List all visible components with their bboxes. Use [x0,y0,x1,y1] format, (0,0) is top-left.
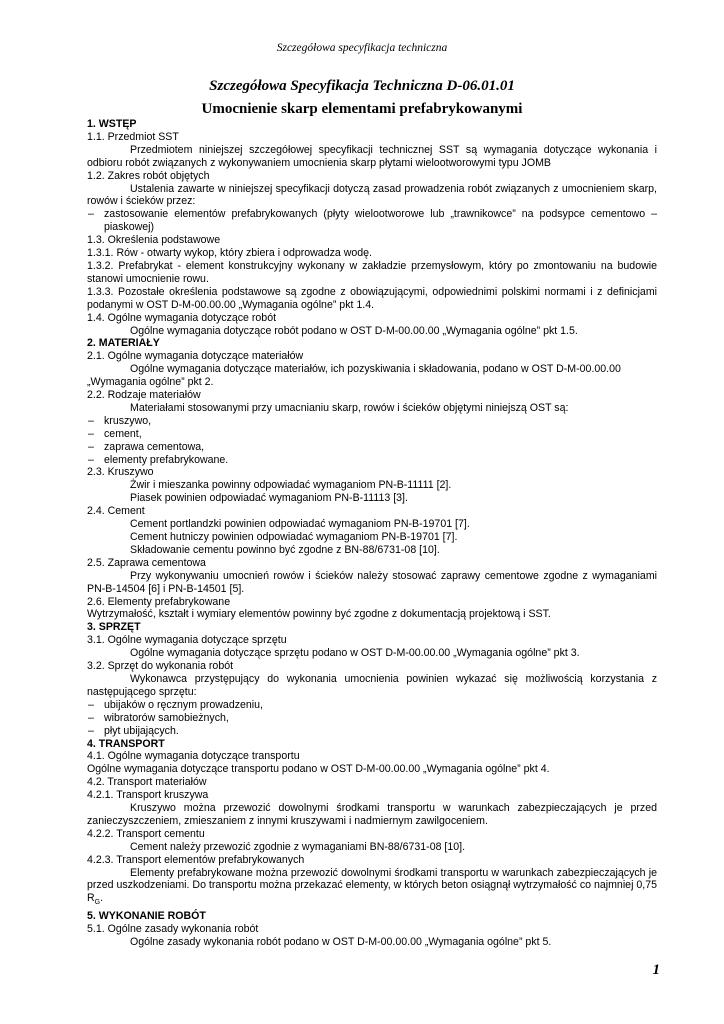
section-heading: 1. WSTĘP [87,118,137,130]
paragraph: Wykonawca przystępujący do wykonania umocnienia powinien wykazać się możliwością korzystania z następującego sprzętu: [87,672,657,698]
paragraph: Składowanie cementu powinno być zgodne z BN-88/6731-08 [10]. [130,543,440,556]
paragraph: Żwir i mieszanka powinny odpowiadać wymaganiom PN-B-11111 [2]. [130,479,452,492]
paragraph: Przy wykonywaniu umocnień rowów i ścieków należy stosować zaprawy cementowe zgodne z wymaganiami PN-B-14504 [6] i PN-B-14501 [5]. [87,569,657,595]
paragraph: Cement portlandzki powinien odpowiadać wymaganiom PN-B-19701 [7]. [130,518,470,531]
paragraph: Wytrzymałość, kształt i wymiary elementów powinny być zgodne z dokumentacją projektową i SST. [87,608,551,621]
list-item: – płyt ubijających. [87,725,657,738]
section-heading: 5. WYKONANIE ROBÓT [87,910,206,923]
subsection-heading: 2.2. Rodzaje materiałów [87,389,201,402]
running-header: Szczegółowa specyfikacja techniczna [276,42,448,54]
section-heading: 4. TRANSPORT [87,737,165,750]
subscript: G [94,899,101,907]
document-title: Szczegółowa Specyfikacja Techniczna D-06.01.01 [209,78,515,94]
paragraph [87,867,657,911]
subsection-heading: 2.4. Cement [87,505,145,518]
document-subtitle: Umocnienie skarp elementami prefabrykowanymi [201,101,523,117]
subsection-heading: 1.1. Przedmiot SST [87,130,179,143]
list-item: – zaprawa cementowa, [87,441,657,454]
list-item: – cement, [87,428,657,441]
paragraph: Piasek powinien odpowiadać wymaganiom PN-B-11113 [3]. [130,492,408,505]
paragraph: 1.3.3. Pozostałe określenia podstawowe są zgodne z obowiązującymi, odpowiednimi polskimi normami i z definicjami podanymi w OST D-M-00.00.00 „Wymagania ogólne” pkt 1.4. [87,285,657,311]
subsection-heading: 1.2. Zakres robót objętych [87,169,210,182]
paragraph: Przedmiotem niniejszej szczegółowej specyfikacji technicznej SST są wymagania dotyczące wykonania i odbioru robót związanych z wykonywaniem umocnienia skarp płytami wielootworowymi typu JOMB [87,143,657,169]
section-heading: 2. MATERIAŁY [87,337,160,350]
period: . [100,892,104,905]
list-item: – wibratorów samobieżnych, [87,712,657,725]
list-item: – kruszywo, [87,415,657,428]
list-item: – ubijaków o ręcznym prowadzeniu, [87,699,657,712]
subsection-heading: 4.2.2. Transport cementu [87,827,205,840]
paragraph: Materiałami stosowanymi przy umacnianiu skarp, rowów i ścieków objętymi niniejszą OST są: [130,401,569,414]
paragraph: 1.3.1. Rów - otwarty wykop, który zbiera i odprowadza wodę. [87,247,372,260]
subsection-heading: 4.2. Transport materiałów [87,776,207,789]
paragraph: Ustalenia zawarte w niniejszej specyfikacji dotyczą zasad prowadzenia robót związanych z umocnieniem skarp, rowów i ścieków przez: [87,182,657,208]
subsection-heading: 1.3. Określenia podstawowe [87,234,221,247]
paragraph-text: Elementy prefabrykowane można przewozić dowolnymi środkami transportu w warunkach zabezpieczających je przed uszkodzeniami. Do transportu można przekazać elementy, w których beton osiągnął wytrzymałość co najmniej 0,75 R [87,866,657,905]
subsection-heading: 2.6. Elementy prefabrykowane [87,595,231,608]
paragraph: Ogólne wymagania dotyczące sprzętu podano w OST D-M-00.00.00 „Wymagania ogólne” pkt 3. [130,647,580,660]
paragraph: Kruszywo można przewozić dowolnymi środkami transportu w warunkach zabezpieczających je przed zanieczyszczeniem, zmieszaniem z innymi kruszywami i nadmiernym zawilgoceniem. [87,802,657,827]
page-number: 1 [652,962,660,978]
subsection-heading: 4.2.1. Transport kruszywa [87,789,209,802]
paragraph: Ogólne zasady wykonania robót podano w OST D-M-00.00.00 „Wymagania ogólne” pkt 5. [130,936,552,949]
subsection-heading: 2.1. Ogólne wymagania dotyczące materiałów [87,350,304,363]
subsection-heading: 5.1. Ogólne zasady wykonania robót [87,923,259,936]
paragraph: Cement hutniczy powinien odpowiadać wymaganiom PN-B-19701 [7]. [130,531,458,543]
paragraph: Ogólne wymagania dotyczące materiałów, ich pozyskiwania i składowania, podano w OST D-M-00.00.00 „Wymagania ogólne” pkt 2. [87,363,621,389]
subsection-heading: 3.2. Sprzęt do wykonania robót [87,660,234,673]
subsection-heading: 4.2.3. Transport elementów prefabrykowanych [87,853,305,866]
list-item: – zastosowanie elementów prefabrykowanych (płyty wielootworowe lub „trawnikowce” na podsypce cementowo – piaskowej) [87,208,657,234]
paragraph: 1.3.2. Prefabrykat - element konstrukcyjny wykonany w zakładzie przemysłowym, który po zmontowaniu na budowie stanowi umocnienie rowu. [87,259,657,285]
list-item: – elementy prefabrykowane. [87,454,657,467]
subsection-heading: 2.3. Kruszywo [87,466,154,479]
document-body [87,118,657,949]
subsection-heading: 2.5. Zaprawa cementowa [87,556,206,569]
subsection-heading: 1.4. Ogólne wymagania dotyczące robót [87,311,277,324]
subsection-heading: 4.1. Ogólne wymagania dotyczące transportu [87,750,300,763]
paragraph: Cement należy przewozić zgodnie z wymaganiami BN-88/6731-08 [10]. [130,840,466,853]
section-heading: 3. SPRZĘT [87,621,141,634]
paragraph: Ogólne wymagania dotyczące robót podano w OST D-M-00.00.00 „Wymagania ogólne” pkt 1.5. [130,324,578,337]
subsection-heading: 3.1. Ogólne wymagania dotyczące sprzętu [87,634,287,647]
paragraph: Ogólne wymagania dotyczące transportu podano w OST D-M-00.00.00 „Wymagania ogólne” pkt 4. [87,763,550,776]
